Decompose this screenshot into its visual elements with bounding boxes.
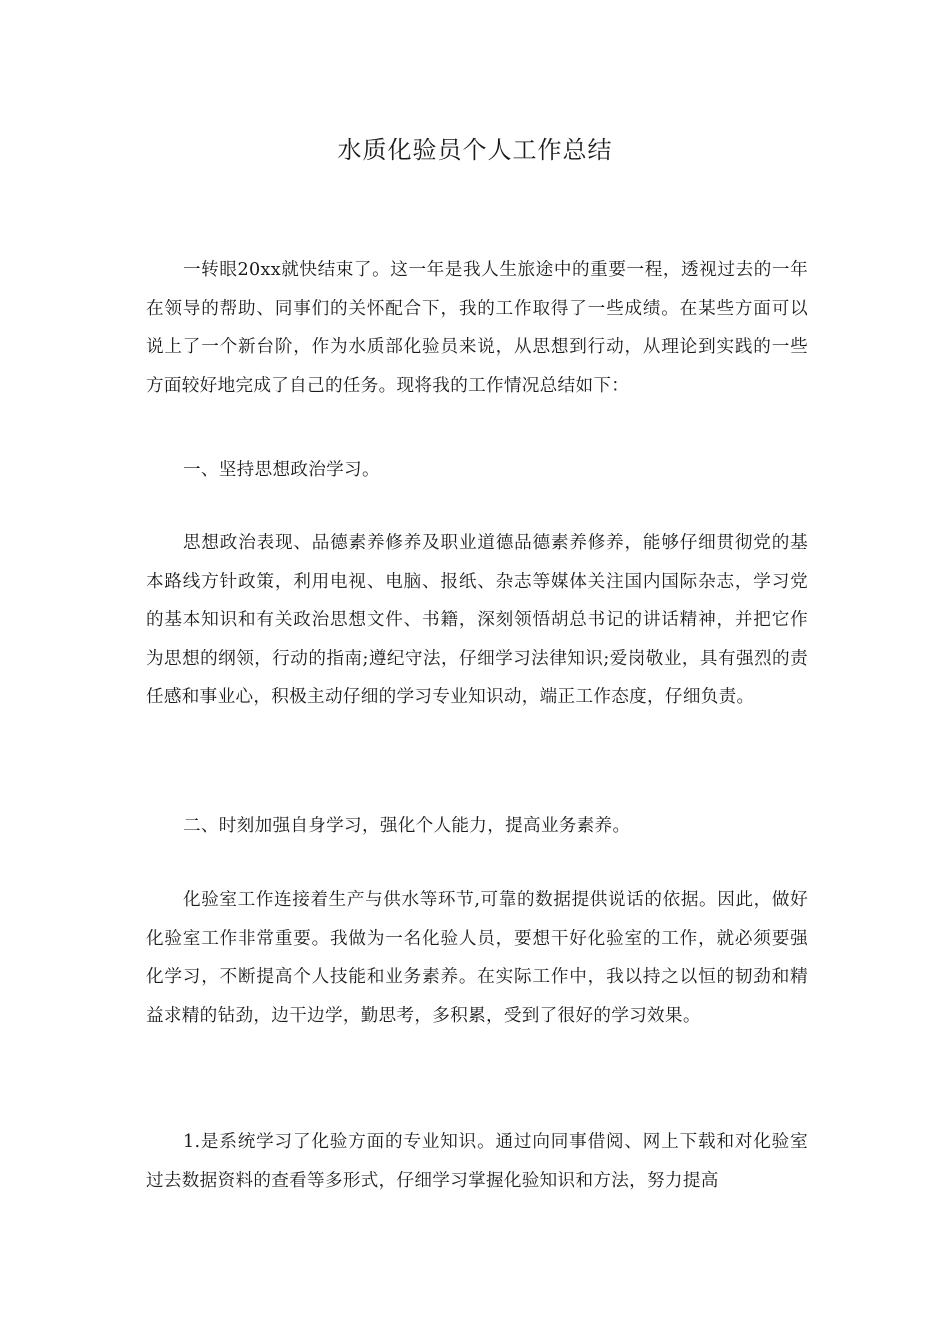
document-title: 水质化验员个人工作总结 bbox=[337, 136, 613, 164]
paragraph-intro: 一转眼20xx就快结束了。这一年是我人生旅途中的重要一程，透视过去的一年在领导的帮助、同事们的关怀配合下，我的工作取得了一些成绩。在某些方面可以说上了一个新台阶，作为水质部化验员来说，从思想到行动，从理论到实践的一些方面较好地完成了自己的任务。现将我的工作情况总结如下： bbox=[146, 260, 808, 396]
section-heading-2: 二、时刻加强自身学习，强化个人能力，提高业务素养。 bbox=[183, 816, 631, 836]
paragraph-political-study: 思想政治表现、品德素养修养及职业道德品德素养修养，能够仔细贯彻党的基本路线方针政策，利用电视、电脑、报纸、杂志等媒体关注国内国际杂志，学习党的基本知识和有关政治思想文件、书籍，深刻领悟胡总书记的讲话精神，并把它作为思想的纲领，行动的指南;遵纪守法，仔细学习法律知识;爱岗敬业，具有强烈的责任感和事业心，积极主动仔细的学习专业知识动，端正工作态度，仔细负责。 bbox=[146, 533, 808, 707]
section-heading-1: 一、坚持思想政治学习。 bbox=[183, 460, 380, 480]
paragraph-lab-work: 化验室工作连接着生产与供水等环节,可靠的数据提供说话的依据。因此，做好化验室工作非常重要。我做为一名化验人员，要想干好化验室的工作，就必须要强化学习，不断提高个人技能和业务素养。在实际工作中，我以持之以恒的韧劲和精益求精的钻劲，边干边学，勤思考，多积累，受到了很好的学习效果。 bbox=[146, 890, 808, 1026]
paragraph-item-1: 1.是系统学习了化验方面的专业知识。通过向同事借阅、网上下载和对化验室过去数据资料的查看等多形式，仔细学习掌握化验知识和方法，努力提高 bbox=[146, 1132, 808, 1191]
